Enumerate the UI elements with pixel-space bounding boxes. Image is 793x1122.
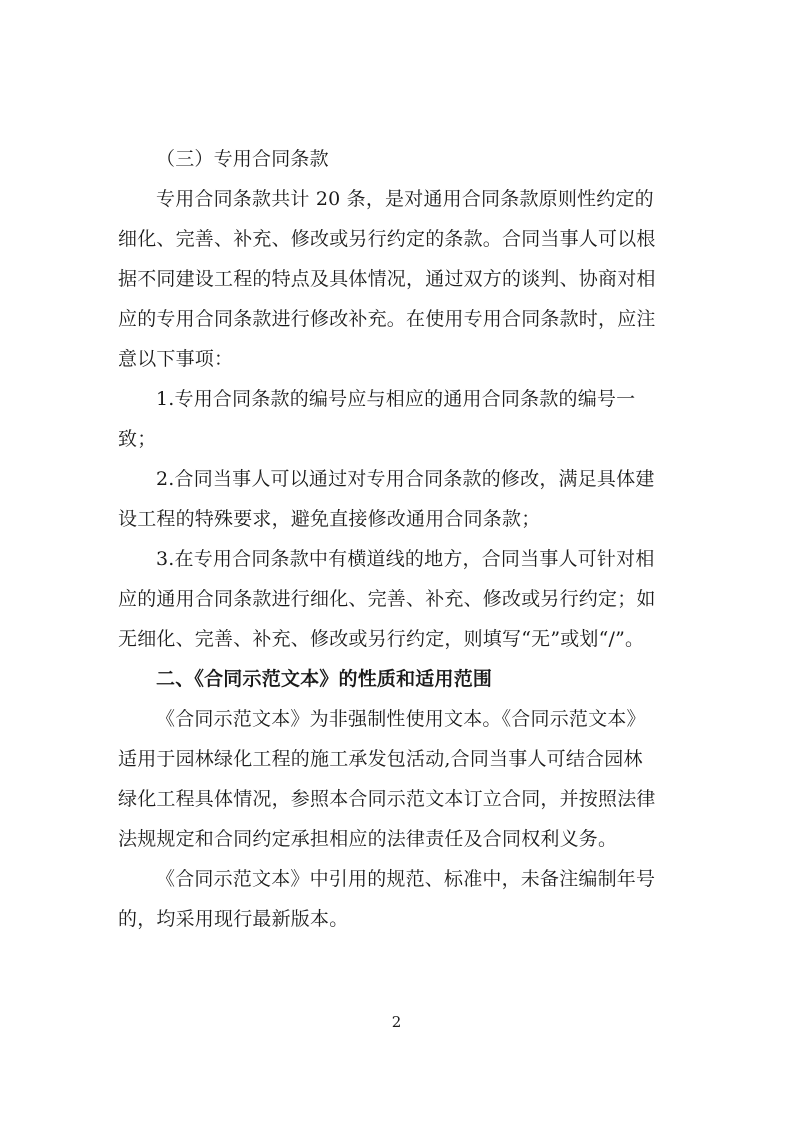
paragraph-line: 法规规定和合同约定承担相应的法律责任及合同权利义务。 <box>118 828 618 850</box>
paragraph-line: 应的专用合同条款进行修改补充。在使用专用合同条款时，应注 <box>118 308 656 330</box>
list-item-line: 3.在专用合同条款中有横道线的地方，合同当事人可针对相 <box>156 548 655 570</box>
paragraph-line: 《合同示范文本》中引用的规范、标准中，未备注编制年号 <box>156 868 656 890</box>
section-two-heading: 二、《合同示范文本》的性质和适用范围 <box>156 668 493 690</box>
list-item-line: 设工程的特殊要求，避免直接修改通用合同条款； <box>118 508 541 530</box>
page-body <box>118 139 678 939</box>
paragraph-line: 细化、完善、补充、修改或另行约定的条款。合同当事人可以根 <box>118 228 656 250</box>
list-item-2 <box>118 459 678 539</box>
paragraph-line: 据不同建设工程的特点及具体情况，通过双方的谈判、协商对相 <box>118 268 656 290</box>
page-number: 2 <box>391 1013 402 1031</box>
list-item-1 <box>118 379 678 459</box>
list-item-line: 致； <box>118 428 157 450</box>
list-item-3 <box>118 539 678 659</box>
list-item-line: 1.专用合同条款的编号应与相应的通用合同条款的编号一 <box>156 388 636 410</box>
paragraph-line: 的，均采用现行最新版本。 <box>118 908 349 930</box>
list-item-line: 2.合同当事人可以通过对专用合同条款的修改，满足具体建 <box>156 468 655 490</box>
list-item-line: 应的通用合同条款进行细化、完善、补充、修改或另行约定；如 <box>118 588 656 610</box>
section-three-heading: （三）专用合同条款 <box>156 148 329 170</box>
section-two-paragraph-1 <box>118 699 678 859</box>
list-item-line: 无细化、完善、补充、修改或另行约定，则填写“无”或划“/”。 <box>118 628 645 650</box>
section-three-intro-paragraph <box>118 179 678 379</box>
paragraph-line: 专用合同条款共计 20 条，是对通用合同条款原则性约定的 <box>156 188 654 210</box>
section-two-paragraph-2 <box>118 859 678 939</box>
paragraph-line: 绿化工程具体情况，参照本合同示范文本订立合同，并按照法律 <box>118 788 656 810</box>
paragraph-line: 《合同示范文本》为非强制性使用文本。《合同示范文本》 <box>156 708 646 730</box>
paragraph-line: 适用于园林绿化工程的施工承发包活动,合同当事人可结合园林 <box>118 748 643 770</box>
paragraph-line: 意以下事项： <box>118 348 234 370</box>
